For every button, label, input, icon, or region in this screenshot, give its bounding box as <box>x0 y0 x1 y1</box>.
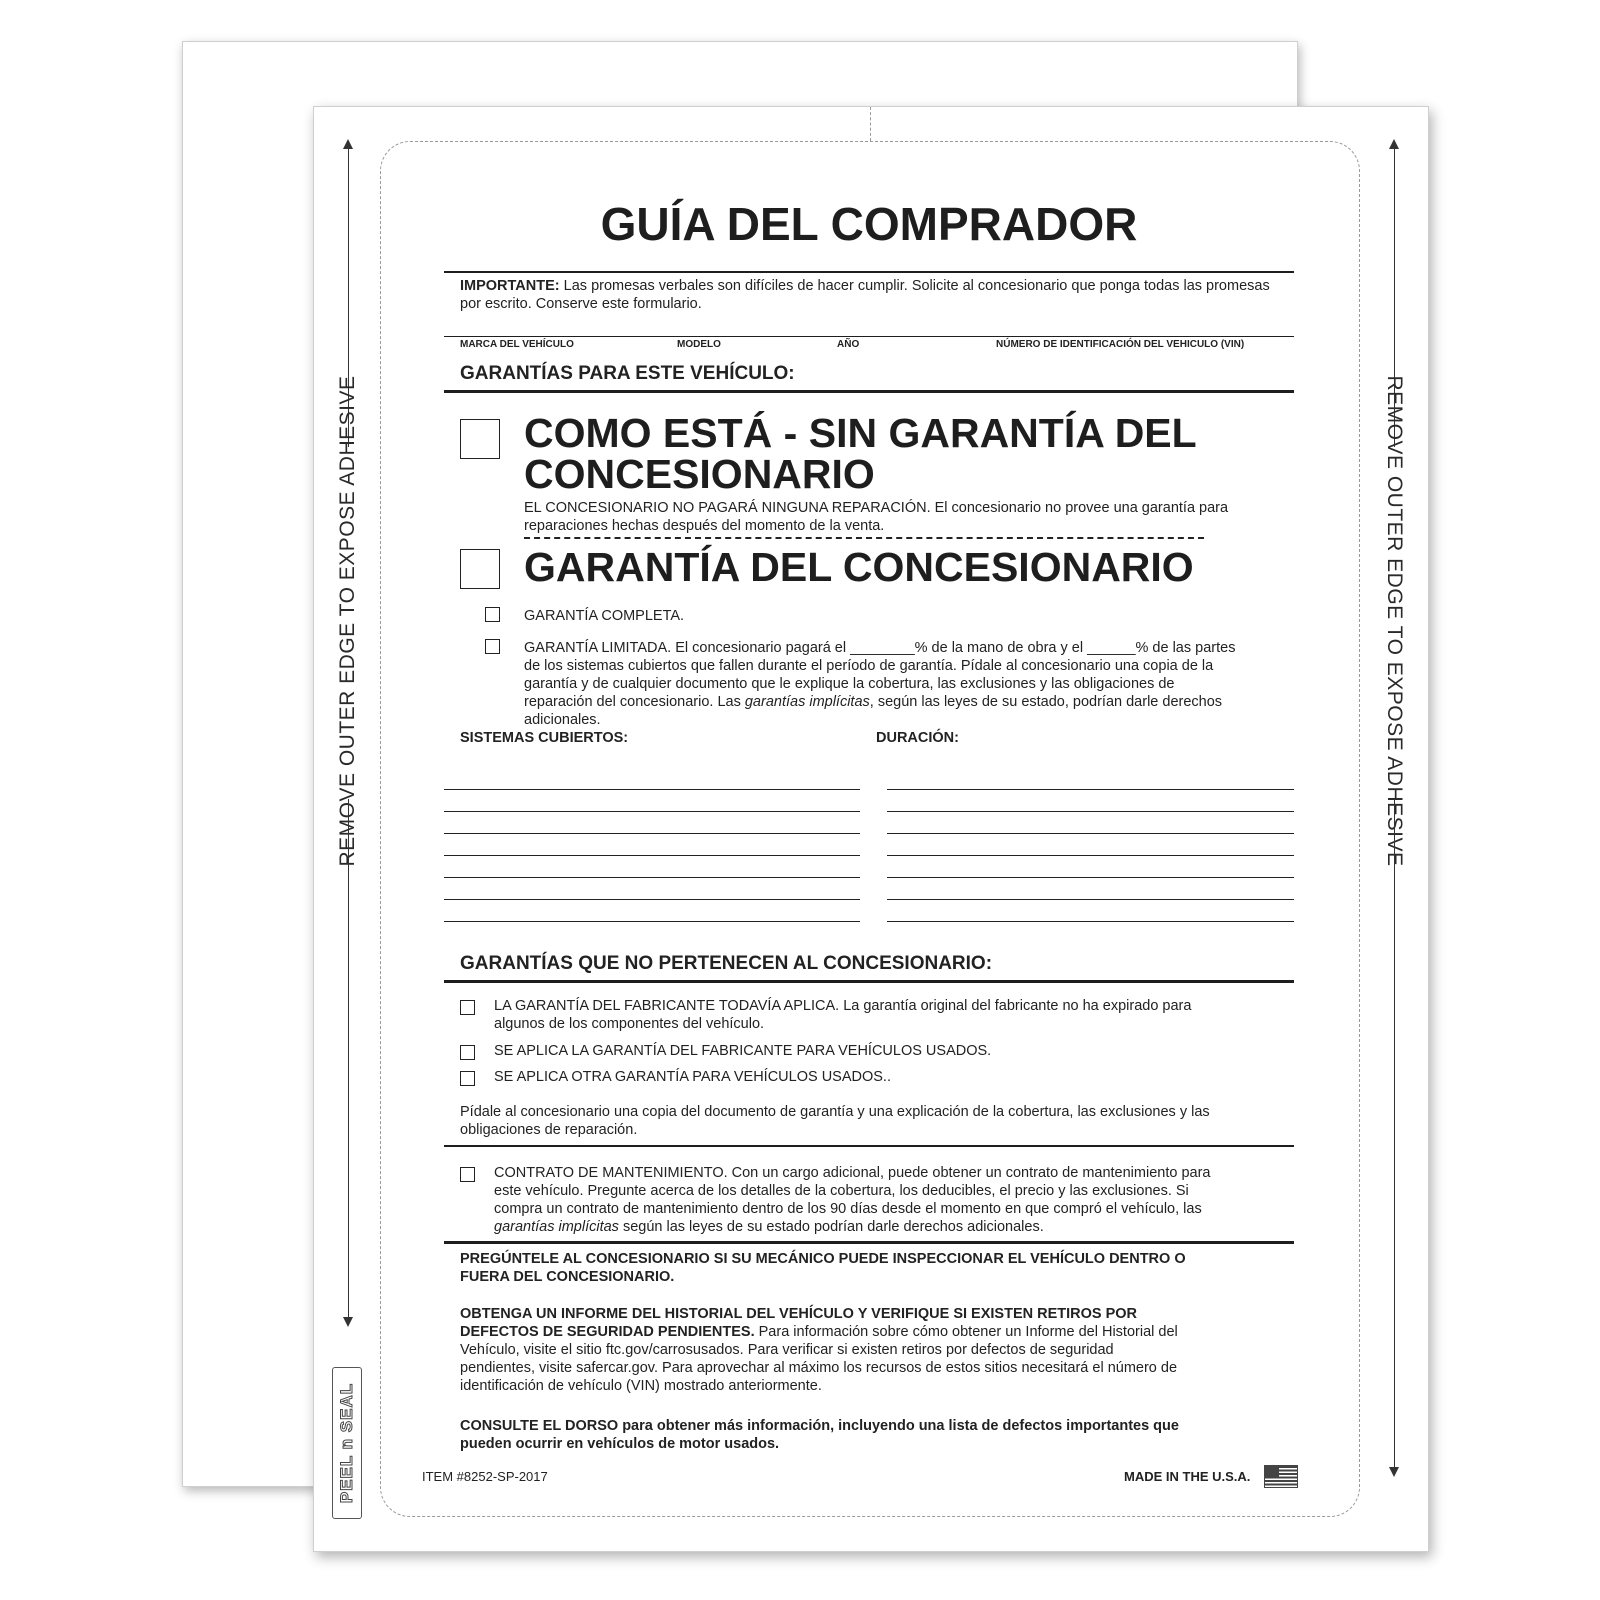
dashed-divider <box>524 537 1204 539</box>
limited-warranty-text: GARANTÍA LIMITADA. El concesionario pagará el ________% de la mano de obra y el ______% de las partes de los sistemas cubiertos que fallen durante el período de garantía. Pídale al concesionario una copia de la garantía y de cualquier documento que le explique la cobertura, las exclusiones y las obligaciones de reparación del concesionario. Las garantías implícitas, según las leyes de su estado, podrían darle derechos adicionales. <box>524 640 1236 728</box>
page-title: GUÍA DEL COMPRADOR <box>600 198 1138 250</box>
systems-line[interactable] <box>444 789 860 790</box>
center-tick <box>870 107 871 141</box>
systems-line[interactable] <box>444 811 860 812</box>
service-contract-checkbox[interactable] <box>460 1167 475 1182</box>
other-used-text: SE APLICA OTRA GARANTÍA PARA VEHÍCULOS USADOS.. <box>494 1069 891 1085</box>
field-modelo: MODELO <box>677 339 721 350</box>
used-manufacturer-text: SE APLICA LA GARANTÍA DEL FABRICANTE PARA VEHÍCULOS USADOS. <box>494 1043 992 1059</box>
duration-line[interactable] <box>887 877 1294 878</box>
duration-line[interactable] <box>887 921 1294 922</box>
guide-line <box>348 799 349 1319</box>
systems-line[interactable] <box>444 877 860 878</box>
non-dealer-heading: GARANTÍAS QUE NO PERTENECEN AL CONCESIONARIO: <box>460 953 993 974</box>
full-warranty-checkbox[interactable] <box>485 607 500 622</box>
used-manufacturer-checkbox[interactable] <box>460 1045 475 1060</box>
manufacturer-warranty-text: LA GARANTÍA DEL FABRICANTE TODAVÍA APLICA. La garantía original del fabricante no ha expirado para algunos de los componentes del vehículo. <box>494 998 1192 1032</box>
arrow-down-icon <box>1389 1467 1399 1477</box>
buyers-guide-sheet: REMOVE OUTER EDGE TO EXPOSE ADHESIVE REMOVE OUTER EDGE TO EXPOSE ADHESIVE PEEL n SEAL GUÍA DEL COMPRADOR IMPORTANTE: Las promesas verbales son difíciles de hacer cumplir. Solicite al concesionario que ponga todas las promesas por escrito. Conserve este formulario. MARCA DEL VEHÍCULO MODELO AÑO NÚMERO DE IDENTIFICACIÓN DEL VEHICULO (VIN) GARANTÍAS PARA ESTE VEHÍCULO: COMO ESTÁ - SIN GARANTÍA DEL CONCESIONARIO EL CONCESIONARIO NO PAGARÁ NINGUNA REPARACIÓN. El concesionario no provee una garantía para reparaciones hechas después del momento de la venta. GARANTÍA DEL CONCESIONARIO GARANTÍA COMPLETA. GARANTÍA LIMITADA. El concesionario pagará el ________% de la mano de obra y el ______% de las partes de los sistemas cubiertos que fallen durante el período de garantía. Pídale al concesionario una copia de la garantía y de cualquier documento que le explique la cobertura, las exclusiones y las obligaciones de reparación del concesionario. Las garantías implícitas, según las leyes de su estado, podrían darle derechos adicionales. SISTEMAS CUBIERTOS: DURACIÓN: GARANTÍAS QUE NO PERTENECEN AL CONCESIONARIO: LA GARANTÍA DEL FABRICANTE TODAVÍA APLICA. La garantía original del fabricante no ha expirado para algunos de los componentes del vehículo. SE APLICA LA GARANTÍA DEL FABRICANTE PARA VEHÍCULOS USADOS. SE APLICA OTRA GARANTÍA PARA VEHÍCULOS USADOS.. Pídale al concesionario una copia del documento de garantía y una explicación de la cobertura, las exclusiones y las obligaciones de reparación. CONTRATO DE MANTENIMIENTO. Con un cargo adicional, puede obtener un contrato de mantenimiento para este vehículo. Pregunte acerca de los detalles de la cobertura, los deducibles, el precio y las exclusiones. Si compra un contrato de mantenimiento dentro de los 90 días desde el momento en que compró el vehículo, las garantías implícitas según las leyes de su estado podrían darle derechos adicionales. PREGÚNTELE AL CONCESIONARIO SI SU MECÁNICO PUEDE INSPECCIONAR EL VEHÍCULO DENTRO O FUERA DEL CONCESIONARIO. OBTENGA UN INFORME DEL HISTORIAL DEL VEHÍCULO Y VERIFIQUE SI EXISTEN RETIROS POR DEFECTOS DE SEGURIDAD PENDIENTES. Para información sobre cómo obtener un Informe del Historial del Vehículo, visite el sitio ftc.gov/carrosusados. Para verificar si existen retiros por defectos de seguridad pendientes, visite safercar.gov. Para aprovechar al máximo los recursos de estos sitios necesitará el número de identificación de vehículo (VIN) mostrado anteriormente. CONSULTE EL DORSO para obtener más información, incluyendo una lista de defectos importantes que pueden ocurrir en vehículos de motor usados. ITEM #8252-SP-2017 MADE IN THE U.S.A. <box>313 106 1429 1552</box>
service-contract-text: CONTRATO DE MANTENIMIENTO. Con un cargo adicional, puede obtener un contrato de mantenimiento para este vehículo. Pregunte acerca de los detalles de la cobertura, los deducibles, el precio y las exclusiones. Si compra un contrato de mantenimiento dentro de los 90 días desde el momento en que compró el vehículo, las garantías implícitas según las leyes de su estado podrían darle derechos adicionales. <box>494 1165 1211 1235</box>
arrow-down-icon <box>343 1317 353 1327</box>
limited-warranty-checkbox[interactable] <box>485 639 500 654</box>
divider <box>444 271 1294 273</box>
as-is-text: EL CONCESIONARIO NO PAGARÁ NINGUNA REPARACIÓN. El concesionario no provee una garantía para reparaciones hechas después del momento de la venta. <box>524 500 1229 534</box>
systems-line[interactable] <box>444 833 860 834</box>
as-is-heading: COMO ESTÁ - SIN GARANTÍA DEL CONCESIONARIO <box>524 410 1197 497</box>
peel-n-seal-logo: PEEL n SEAL <box>332 1367 362 1519</box>
duration-label: DURACIÓN: <box>876 730 959 746</box>
as-is-checkbox[interactable] <box>460 419 500 459</box>
systems-label: SISTEMAS CUBIERTOS: <box>460 730 629 746</box>
divider <box>444 980 1294 983</box>
divider <box>444 1145 1294 1147</box>
field-marca: MARCA DEL VEHÍCULO <box>460 339 574 350</box>
divider <box>444 336 1294 337</box>
importante-note: IMPORTANTE: Las promesas verbales son difíciles de hacer cumplir. Solicite al concesionario que ponga todas las promesas por escrito. Conserve este formulario. <box>460 278 1270 312</box>
systems-line[interactable] <box>444 855 860 856</box>
item-number: ITEM #8252-SP-2017 <box>422 1469 548 1484</box>
systems-line[interactable] <box>444 899 860 900</box>
duration-line[interactable] <box>887 855 1294 856</box>
history-text: OBTENGA UN INFORME DEL HISTORIAL DEL VEHÍCULO Y VERIFIQUE SI EXISTEN RETIROS POR DEFECTOS DE SEGURIDAD PENDIENTES. Para información sobre cómo obtener un Informe del Historial del Vehículo, visite el sitio ftc.gov/carrosusados. Para verificar si existen retiros por defectos de seguridad pendientes, visite safercar.gov. Para aprovechar al máximo los recursos de estos sitios necesitará el número de identificación de vehículo (VIN) mostrado anteriormente. <box>460 1306 1178 1394</box>
full-warranty-label: GARANTÍA COMPLETA. <box>524 608 685 624</box>
manufacturer-warranty-checkbox[interactable] <box>460 1000 475 1015</box>
duration-line[interactable] <box>887 811 1294 812</box>
warranties-heading: GARANTÍAS PARA ESTE VEHÍCULO: <box>460 363 795 384</box>
field-vin: NÚMERO DE IDENTIFICACIÓN DEL VEHICULO (VIN) <box>996 339 1245 350</box>
systems-line[interactable] <box>444 921 860 922</box>
ask-copy-text: Pídale al concesionario una copia del documento de garantía y una explicación de la cobertura, las exclusiones y las obligaciones de reparación. <box>460 1104 1210 1138</box>
duration-line[interactable] <box>887 899 1294 900</box>
inspect-text: PREGÚNTELE AL CONCESIONARIO SI SU MECÁNICO PUEDE INSPECCIONAR EL VEHÍCULO DENTRO O FUERA DEL CONCESIONARIO. <box>460 1251 1186 1285</box>
dealer-warranty-heading: GARANTÍA DEL CONCESIONARIO <box>524 544 1194 590</box>
guide-line <box>1394 799 1395 1469</box>
field-ano: AÑO <box>837 339 860 350</box>
divider <box>444 1241 1294 1244</box>
consult-text: CONSULTE EL DORSO para obtener más información, incluyendo una lista de defectos importantes que pueden ocurrir en vehículos de motor usados. <box>460 1418 1179 1452</box>
made-in-usa: MADE IN THE U.S.A. <box>1124 1469 1251 1484</box>
us-flag-icon <box>1264 1465 1298 1488</box>
duration-line[interactable] <box>887 833 1294 834</box>
other-used-checkbox[interactable] <box>460 1071 475 1086</box>
dealer-warranty-checkbox[interactable] <box>460 549 500 589</box>
divider <box>444 390 1294 393</box>
duration-line[interactable] <box>887 789 1294 790</box>
